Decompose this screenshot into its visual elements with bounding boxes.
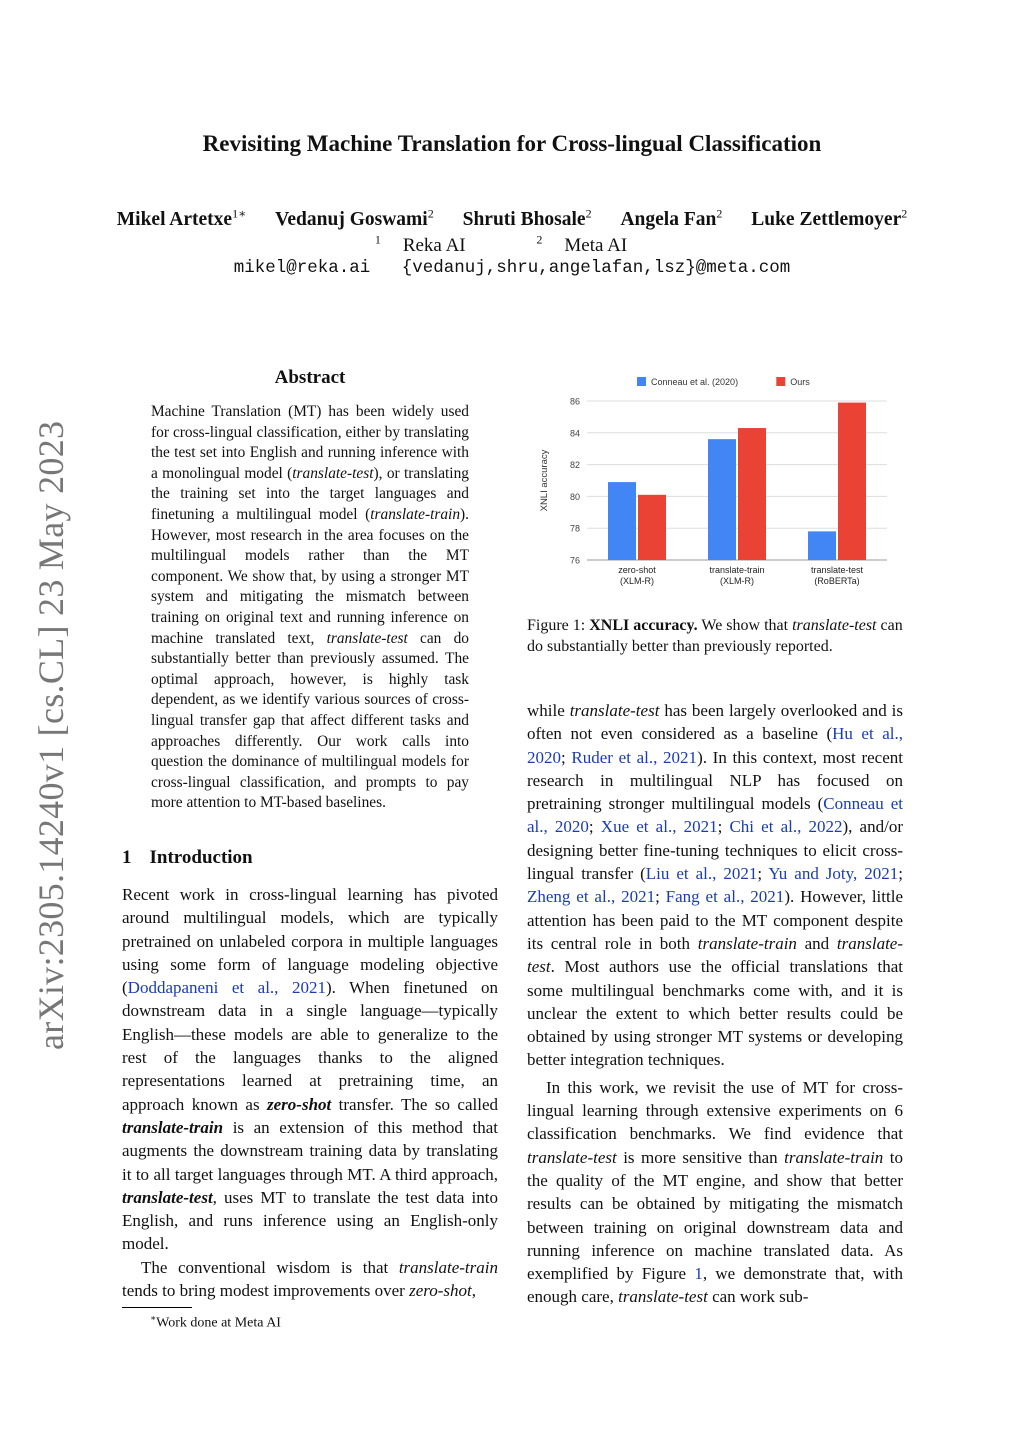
paragraph: The conventional wisdom is that translate-train tends to bring modest improvements over zero-shot, <box>122 1257 498 1301</box>
bar <box>738 428 766 560</box>
bar <box>638 495 666 560</box>
legend-label: Conneau et al. (2020) <box>651 377 739 387</box>
citation-link[interactable]: Conneau et al., 2020 <box>527 794 903 837</box>
y-tick-label: 80 <box>569 491 580 502</box>
left-column-text <box>122 883 498 1302</box>
y-tick-label: 76 <box>569 555 580 566</box>
citation-link[interactable]: Hu et al., 2020 <box>527 724 903 767</box>
author: Mikel Artetxe$^{1∗}$ <box>116 206 247 230</box>
paragraph: In this work, we revisit the use of MT for cross-lingual learning through extensive experiments on 6 classification benchmarks. We find evidence that translate-test is more sensitive than translate-train to the quality of the MT engine, and show that better results can be obtained by mitigating the mismatch between training on original downstream data and running inference on machine translated data. As exemplified by Figure 1, we demonstrate that, with enough care, translate-test can work sub- <box>527 1077 904 1307</box>
legend-swatch <box>776 377 785 386</box>
author: Shruti Bhosale$^2$ <box>462 206 592 230</box>
y-tick-label: 82 <box>569 460 580 471</box>
abstract-body: Machine Translation (MT) has been widely used for cross-lingual classification, either by translating the test set into English and running inference with a monolingual model (translate-test), or translating the training set into the target languages and finetuning a multilingual model (translate-train). However, most research in the area focuses on the multilingual models rather than the MT component. We show that, by using a stronger MT system and mitigating the mismatch between training on original text and running inference on machine translated text, translate-test can do substantially better than previously assumed. The optimal approach, however, is highly task dependent, as we identify various sources of cross-lingual transfer gap that affect different tasks and approaches differently. Our work calls into question the dominance of multilingual models for cross-lingual classification, and prompts to pay more attention to MT-based baselines. <box>151 403 469 812</box>
y-tick-label: 86 <box>569 396 580 407</box>
author: Angela Fan$^2$ <box>620 206 723 230</box>
paper-title: Revisiting Machine Translation for Cross-lingual Classification <box>202 131 822 156</box>
legend-swatch <box>637 377 646 386</box>
citation-link[interactable]: Liu et al., 2021 <box>645 864 758 884</box>
right-column-text <box>527 699 903 1309</box>
x-tick-label: (XLM-R) <box>720 576 754 586</box>
bar <box>608 482 636 560</box>
paragraph: Recent work in cross-lingual learning has pivoted around multilingual models, which are typically pretrained on unlabeled corpora in multiple languages using some form of language modeling objective (Doddapaneni et al., 2021). When finetuned on downstream data in a single language—typically English—these models are able to generalize to the rest of the languages thanks to the aligned representations learned at pretraining time, an approach known as zero-shot transfer. The so called translate-train is an extension of this method that augments the downstream training data by translating it to all target languages through MT. A third approach, translate-test, uses MT to translate the test data into English, and runs inference using an English-only model. <box>122 885 498 1254</box>
author: Vedanuj Goswami$^2$ <box>275 206 434 230</box>
figure-reference-link[interactable]: 1 <box>694 1264 703 1284</box>
footnote: ∗Work done at Meta AI <box>150 1313 281 1331</box>
author: Luke Zettlemoyer$^2$ <box>751 206 908 230</box>
author-list <box>0 206 1024 231</box>
affiliations <box>0 233 1024 257</box>
citation-link[interactable]: Zheng et al., 2021 <box>527 887 656 907</box>
y-tick-label: 84 <box>569 428 580 439</box>
xnli-accuracy-chart <box>527 365 903 600</box>
x-tick-label: (XLM-R) <box>620 576 654 586</box>
y-axis-label: XNLI accuracy <box>539 449 550 512</box>
x-tick-label: translate-test <box>810 565 864 575</box>
y-tick-label: 78 <box>569 523 580 534</box>
citation-link[interactable]: Chi et al., 2022 <box>729 817 843 837</box>
legend-label: Ours <box>790 377 810 387</box>
bar <box>838 403 866 560</box>
arxiv-identifier: arXiv:2305.14240v1 [cs.CL] 23 May 2023 <box>31 420 71 1050</box>
footnote-divider <box>122 1307 192 1308</box>
citation-link[interactable]: Fang et al., 2021 <box>665 887 785 907</box>
citation-link[interactable]: Ruder et al., 2021 <box>571 747 698 767</box>
figure-caption: Figure 1: XNLI accuracy. We show that translate-test can do substantially better than previously reported. <box>527 617 903 655</box>
paragraph: while translate-test has been largely overlooked and is often not even considered as a baseline (Hu et al., 2020; Ruder et al., 2021). In this context, most recent research in multilingual NLP has focused on pretraining stronger multilingual models (Conneau et al., 2020; Xue et al., 2021; Chi et al., 2022), and/or designing better fine-tuning techniques to elicit cross-lingual transfer (Liu et al., 2021; Yu and Joty, 2021; Zheng et al., 2021; Fang et al., 2021). However, little attention has been paid to the MT component despite its central role in both translate-train and translate-test. Most authors use the official translations that some multilingual benchmarks come with, and it is unclear the extent to which better results could be obtained by using stronger MT systems or developing better integration techniques. <box>527 701 904 1070</box>
citation-link[interactable]: Doddapaneni et al., 2021 <box>127 978 326 998</box>
affiliation: $^1$ Reka AI <box>374 233 466 257</box>
x-tick-label: zero-shot <box>618 565 656 575</box>
affiliation: $^2$ Meta AI <box>536 233 628 257</box>
author-emails: mikel@reka.ai {vedanuj,shru,angelafan,lsz}@meta.com <box>233 258 791 278</box>
abstract-heading: Abstract <box>274 367 346 388</box>
x-tick-label: (RoBERTa) <box>814 576 860 586</box>
citation-link[interactable]: Yu and Joty, 2021 <box>768 864 899 884</box>
x-tick-label: translate-train <box>709 565 765 575</box>
bar <box>808 531 836 560</box>
citation-link[interactable]: Xue et al., 2021 <box>600 817 718 837</box>
bar <box>708 439 736 560</box>
section-heading: 1 Introduction <box>122 847 253 868</box>
